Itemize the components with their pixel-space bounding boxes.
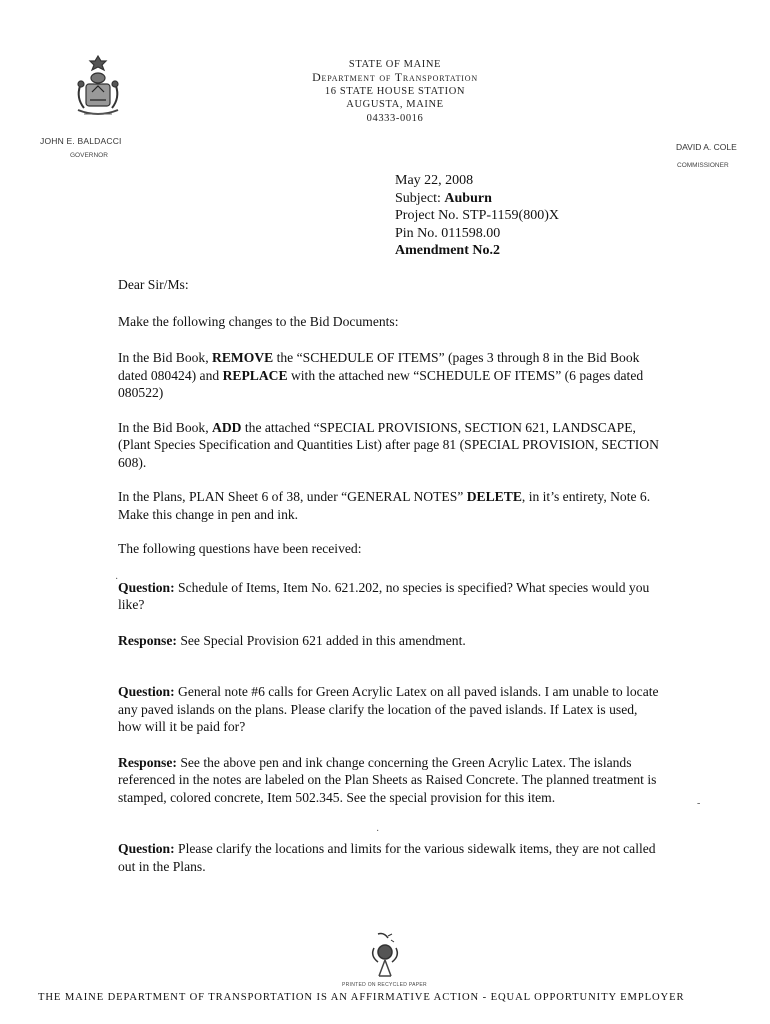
salutation: Dear Sir/Ms:	[118, 277, 189, 292]
letterhead	[270, 58, 520, 125]
p1-text-e: with the attached new “SCHEDULE OF ITEMS” (6 pages dated 080522)	[118, 367, 644, 400]
question-3-text: Please clarify the locations and limits for the various sidewalk items, they are not called out in the Plans.	[118, 841, 656, 874]
p3-delete: DELETE	[466, 489, 522, 504]
response-1-text: See Special Provision 621 added in this amendment.	[176, 632, 466, 648]
letterhead-zip: 04333-0016	[366, 112, 424, 124]
p2-add: ADD	[212, 419, 242, 435]
margin-mark: ·	[376, 826, 380, 837]
response-2	[118, 754, 663, 807]
question-2-text: General note #6 calls for Green Acrylic Latex on all paved islands. I am unable to locate any paved islands on the plans. Please clarify the location of the paved islands. If Latex is used, how will it be paid for?	[118, 684, 659, 734]
p3-text-a: In the Plans, PLAN Sheet 6 of 38, under “GENERAL NOTES”	[118, 489, 467, 504]
questions-intro: The following questions have been received:	[118, 541, 362, 556]
bid-book-add-paragraph	[118, 419, 663, 472]
p1-replace: REPLACE	[222, 367, 288, 383]
response-1	[118, 632, 663, 650]
letter-date: May 22, 2008	[395, 173, 474, 188]
p1-text-c: the “SCHEDULE OF ITEMS” (pages 3 through 8 in the Bid Book dated 080424) and	[118, 350, 640, 383]
p3-text-c: , in it’s entirety, Note 6. Make this change in pen and ink.	[118, 489, 651, 522]
p2-text-c: the attached “SPECIAL PROVISIONS, SECTION 621, LANDSCAPE, (Plant Species Specification and Quantities List) after page 81 (SPECIAL PROVISION, SECTION 608).	[118, 419, 659, 470]
intro-paragraph: Make the following changes to the Bid Documents:	[118, 313, 399, 329]
margin-mark: -	[697, 798, 701, 809]
reference-block	[395, 172, 559, 260]
recycled-paper-note: PRINTED ON RECYCLED PAPER	[342, 982, 427, 988]
recycle-logo-icon	[360, 930, 410, 990]
plans-delete-paragraph	[118, 488, 663, 523]
subject-label: Subject:	[395, 190, 445, 206]
question-3-label: Question:	[118, 841, 175, 856]
question-1-text: Schedule of Items, Item No. 621.202, no species is specified? What species would you like?	[118, 579, 650, 612]
pin-number: Pin No. 011598.00	[395, 225, 501, 241]
p1-remove: REMOVE	[212, 350, 274, 365]
question-2-label: Question:	[118, 684, 175, 699]
question-3	[118, 840, 663, 875]
subject-value: Auburn	[444, 190, 492, 206]
bid-book-replace-paragraph	[118, 349, 663, 402]
response-1-label: Response:	[118, 632, 177, 648]
question-2	[118, 683, 663, 736]
letterhead-department: Department of Transportation	[312, 70, 478, 85]
project-number: Project No. STP-1159(800)X	[395, 208, 559, 223]
question-1	[118, 579, 663, 614]
letterhead-state: STATE OF MAINE	[348, 59, 442, 70]
p1-text-a: In the Bid Book,	[118, 350, 213, 365]
letter-body	[118, 276, 663, 893]
response-2-label: Response:	[118, 754, 177, 770]
margin-mark: ·	[115, 574, 119, 585]
response-2-text: See the above pen and ink change concerning the Green Acrylic Latex. The islands referenced in the notes are labeled on the Plan Sheets as Raised Concrete. The planned treatment is stamped, colored concrete, Item 502.345. See the special provision for this item.	[118, 754, 657, 805]
question-1-label: Question:	[118, 579, 175, 595]
footer-statement: THE MAINE DEPARTMENT OF TRANSPORTATION IS AN AFFIRMATIVE ACTION - EQUAL OPPORTUNITY EMPLOYER	[38, 992, 685, 1003]
amendment-number: Amendment No.2	[395, 243, 500, 258]
letterhead-address: 16 STATE HOUSE STATION	[324, 85, 466, 97]
commissioner-name: DAVID A. COLE	[676, 142, 737, 152]
subject-line	[395, 190, 559, 208]
p2-text-a: In the Bid Book,	[118, 419, 213, 435]
governor-title: GOVERNOR	[70, 152, 108, 159]
state-seal-icon	[70, 52, 126, 124]
commissioner-title: COMMISSIONER	[677, 162, 729, 169]
letterhead-city: AUGUSTA, MAINE	[346, 99, 444, 111]
governor-name: JOHN E. BALDACCI	[40, 136, 122, 146]
